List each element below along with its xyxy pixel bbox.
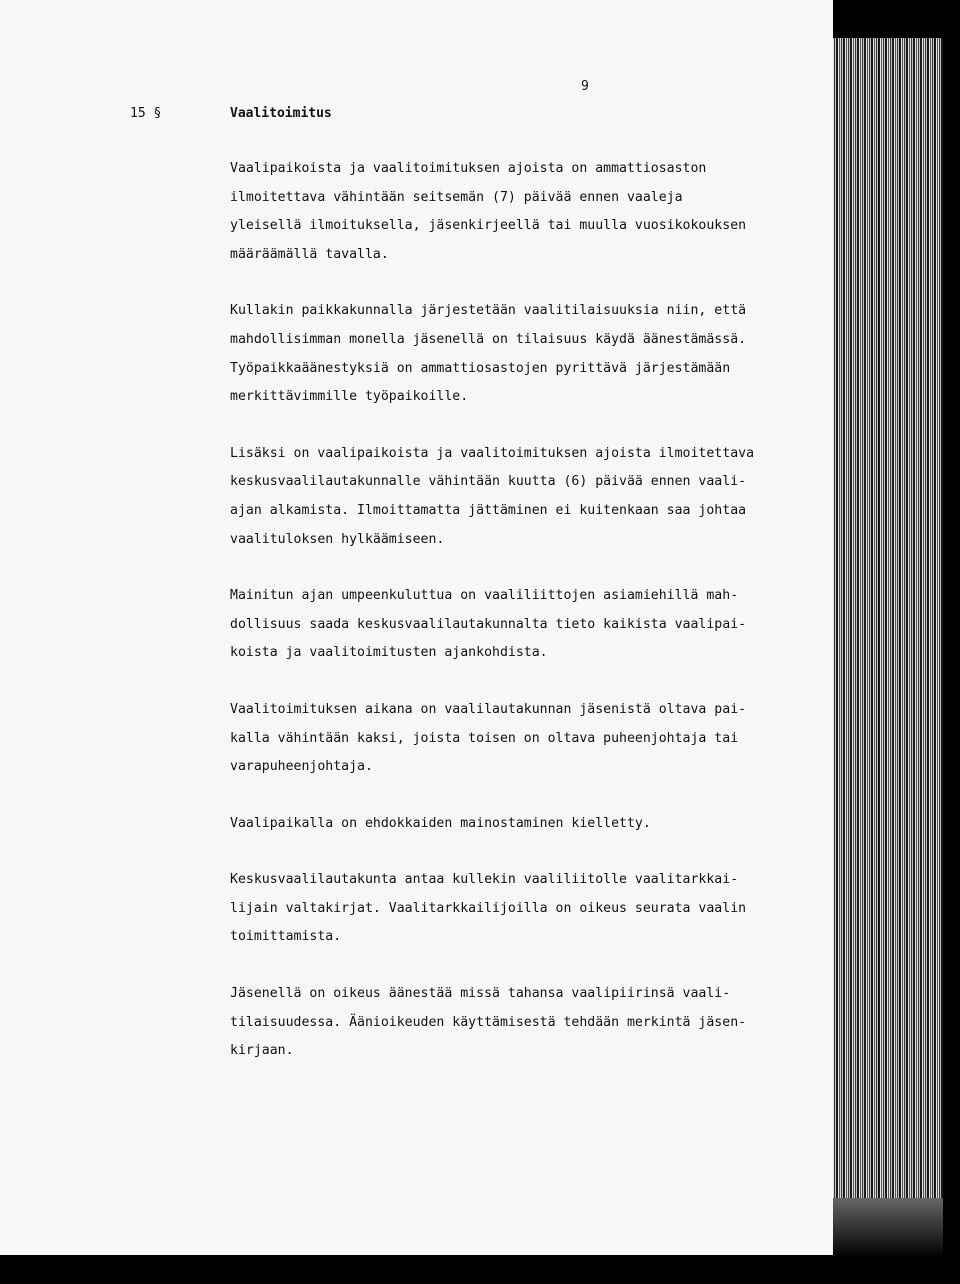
section-number: 15 §	[130, 106, 162, 121]
paragraph-4: Mainitun ajan umpeenkuluttua on vaaliliittojen asiamiehillä mah- dollisuus saada keskusvaalilautakunnalta tieto kaikista vaalipai- koista ja vaalitoimitusten ajankohdista.	[230, 588, 747, 661]
section-title: Vaalitoimitus	[230, 106, 332, 121]
paragraph-8: Jäsenellä on oikeus äänestää missä tahansa vaalipiirinsä vaali- tilaisuudessa. Äänioikeuden käyttämisestä tehdään merkintä jäsen- kirjaan.	[230, 986, 747, 1059]
body-text	[230, 155, 790, 1094]
book-edge-shadow	[833, 1198, 943, 1258]
paragraph-5: Vaalitoimituksen aikana on vaalilautakunnan jäsenistä oltava pai- kalla vähintään kaksi, joista toisen on oltava puheenjohtaja tai varapuheenjohtaja.	[230, 701, 747, 775]
book-page-edge	[833, 38, 943, 1198]
paragraph-1: Vaalipaikoista ja vaalitoimituksen ajoista on ammattiosaston ilmoitettava vähintään seitsemän (7) päivää ennen vaaleja yleisellä ilmoituksella, jäsenkirjeellä tai muulla vuosikokouksen määräämällä tavalla.	[230, 161, 747, 262]
paragraph-7: Keskusvaalilautakunta antaa kullekin vaaliliitolle vaalitarkkai- lijain valtakirjat. Vaalitarkkailijoilla on oikeus seurata vaalin toimittamista.	[230, 872, 747, 945]
paragraph-3: Lisäksi on vaalipaikoista ja vaalitoimituksen ajoista ilmoitettava keskusvaalilautakunnalle vähintään kuutta (6) päivää ennen vaali- ajan alkamista. Ilmoittamatta jättäminen ei kuitenkaan saa johtaa vaalituloksen hylkäämiseen.	[230, 445, 755, 547]
paragraph-2: Kullakin paikkakunnalla järjestetään vaalitilaisuuksia niin, että mahdollisimman monella jäsenellä on tilaisuus käydä äänestämässä. Työpaikkaäänestyksiä on ammattiosastojen pyrittävä järjestämään merkittävimmille työpaikoille.	[230, 303, 747, 405]
page-number: 9	[581, 79, 589, 94]
paragraph-6: Vaalipaikalla on ehdokkaiden mainostaminen kielletty.	[230, 815, 651, 831]
